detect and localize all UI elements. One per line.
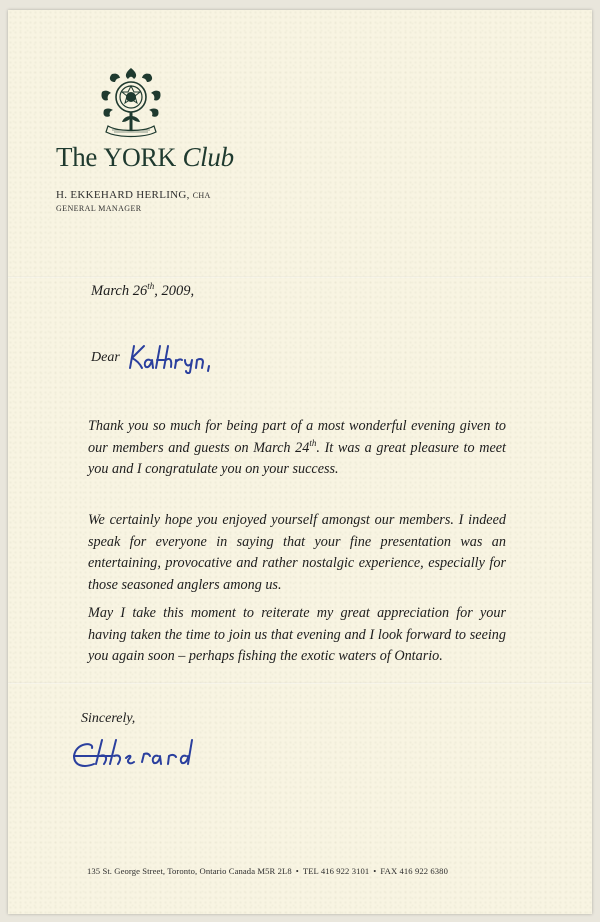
manager-credential: CHA xyxy=(192,191,211,200)
salutation: Dear xyxy=(91,350,120,365)
body-paragraph-3: May I take this moment to reiterate my great appreciation for your having taken the time to join us that evening and I look forward to seeing you again soon – perhaps fishing the exotic waters of Ontario. xyxy=(88,605,506,664)
body-paragraph-2: We certainly hope you enjoyed yourself amongst our members. I indeed speak for everyone in saying that your fine presentation was an entertaining, provocative and rather nostalgic experience, especially for those seasoned anglers among us. xyxy=(88,512,506,593)
manager-title: GENERAL MANAGER xyxy=(56,204,142,213)
paper-fold-line xyxy=(8,682,592,684)
handwritten-recipient-name xyxy=(126,340,226,374)
handwritten-signature xyxy=(72,734,212,774)
footer-address: 135 St. George Street, Toronto, Ontario Canada M5R 2L8 • TEL 416 922 3101 • FAX 416 922 6380 xyxy=(87,866,448,876)
svg-text:Ekkehard: Ekkehard xyxy=(72,734,76,735)
closing: Sincerely, xyxy=(81,711,136,726)
club-name: The YORK Club xyxy=(56,142,234,172)
body-paragraph-1: Thank you so much for being part of a most wonderful evening given to our members and guests on March 24th. It was a great pleasure to meet you and I congratulate you on your success. xyxy=(88,418,506,477)
svg-text:Kathryn,: Kathryn, xyxy=(126,340,130,341)
york-club-crest-icon xyxy=(98,66,164,144)
paper-fold-line xyxy=(8,276,592,278)
letter-date: March 26th, 2009, xyxy=(91,281,195,299)
manager-name: H. EKKEHARD HERLING, CHA xyxy=(56,189,211,201)
